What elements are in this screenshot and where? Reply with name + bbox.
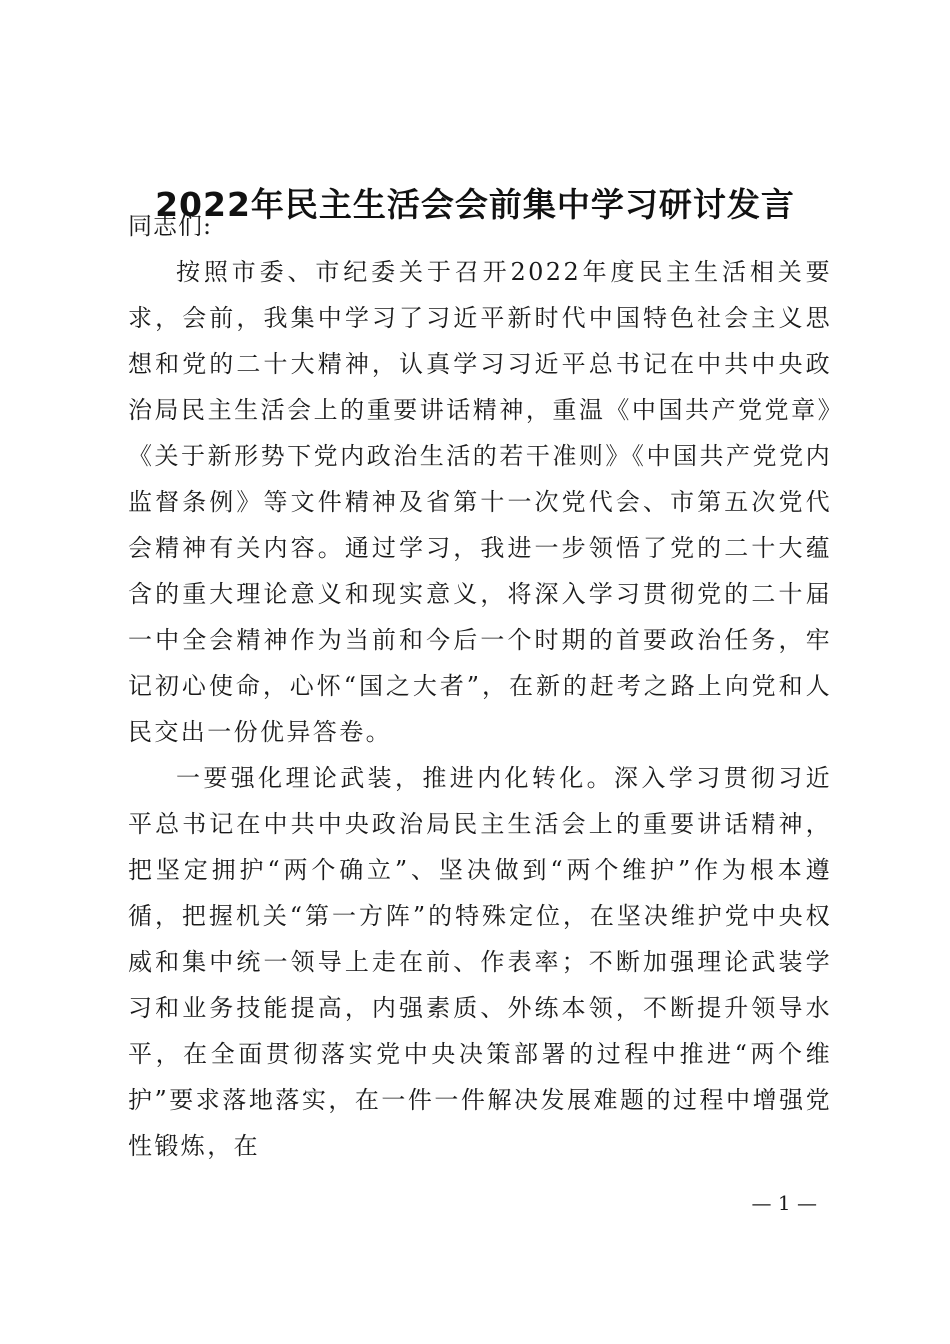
page-number: — 1 — (751, 1191, 817, 1215)
paragraph-2: 一要强化理论武装，推进内化转化。深入学习贯彻习近平总书记在中共中央政治局民主生活会上的重要讲话精神，把坚定拥护“两个确立”、坚决做到“两个维护”作为根本遵循，把握机关“第一方阵”的特殊定位，在坚决维护党中央权威和集中统一领导上走在前、作表率；不断加强理论武装学习和业务技能提高，内强素质、外练本领，不断提升领导水平，在全面贯彻落实党中央决策部署的过程中推进“两个维护”要求落地落实，在一件一件解决发展难题的过程中增强党性锻炼，在 (128, 764, 832, 1160)
document-title: 2022年民主生活会会前集中学习研讨发言 (155, 185, 795, 224)
paragraph-1: 按照市委、市纪委关于召开2022年度民主生活相关要求，会前，我集中学习了习近平新时代中国特色社会主义思想和党的二十大精神，认真学习习近平总书记在中共中央政治局民主生活会上的重要讲话精神，重温《中国共产党党章》《关于新形势下党内政治生活的若干准则》《中国共产党党内监督条例》等文件精神及省第十一次党代会、市第五次党代会精神有关内容。通过学习，我进一步领悟了党的二十大蕴含的重大理论意义和现实意义，将深入学习贯彻党的二十届一中全会精神作为当前和今后一个时期的首要政治任务，牢记初心使命，心怀“国之大者”，在新的赶考之路上向党和人民交出一份优异答卷。 (128, 258, 832, 746)
document-body (128, 203, 832, 1169)
salutation: 同志们: (128, 212, 213, 240)
